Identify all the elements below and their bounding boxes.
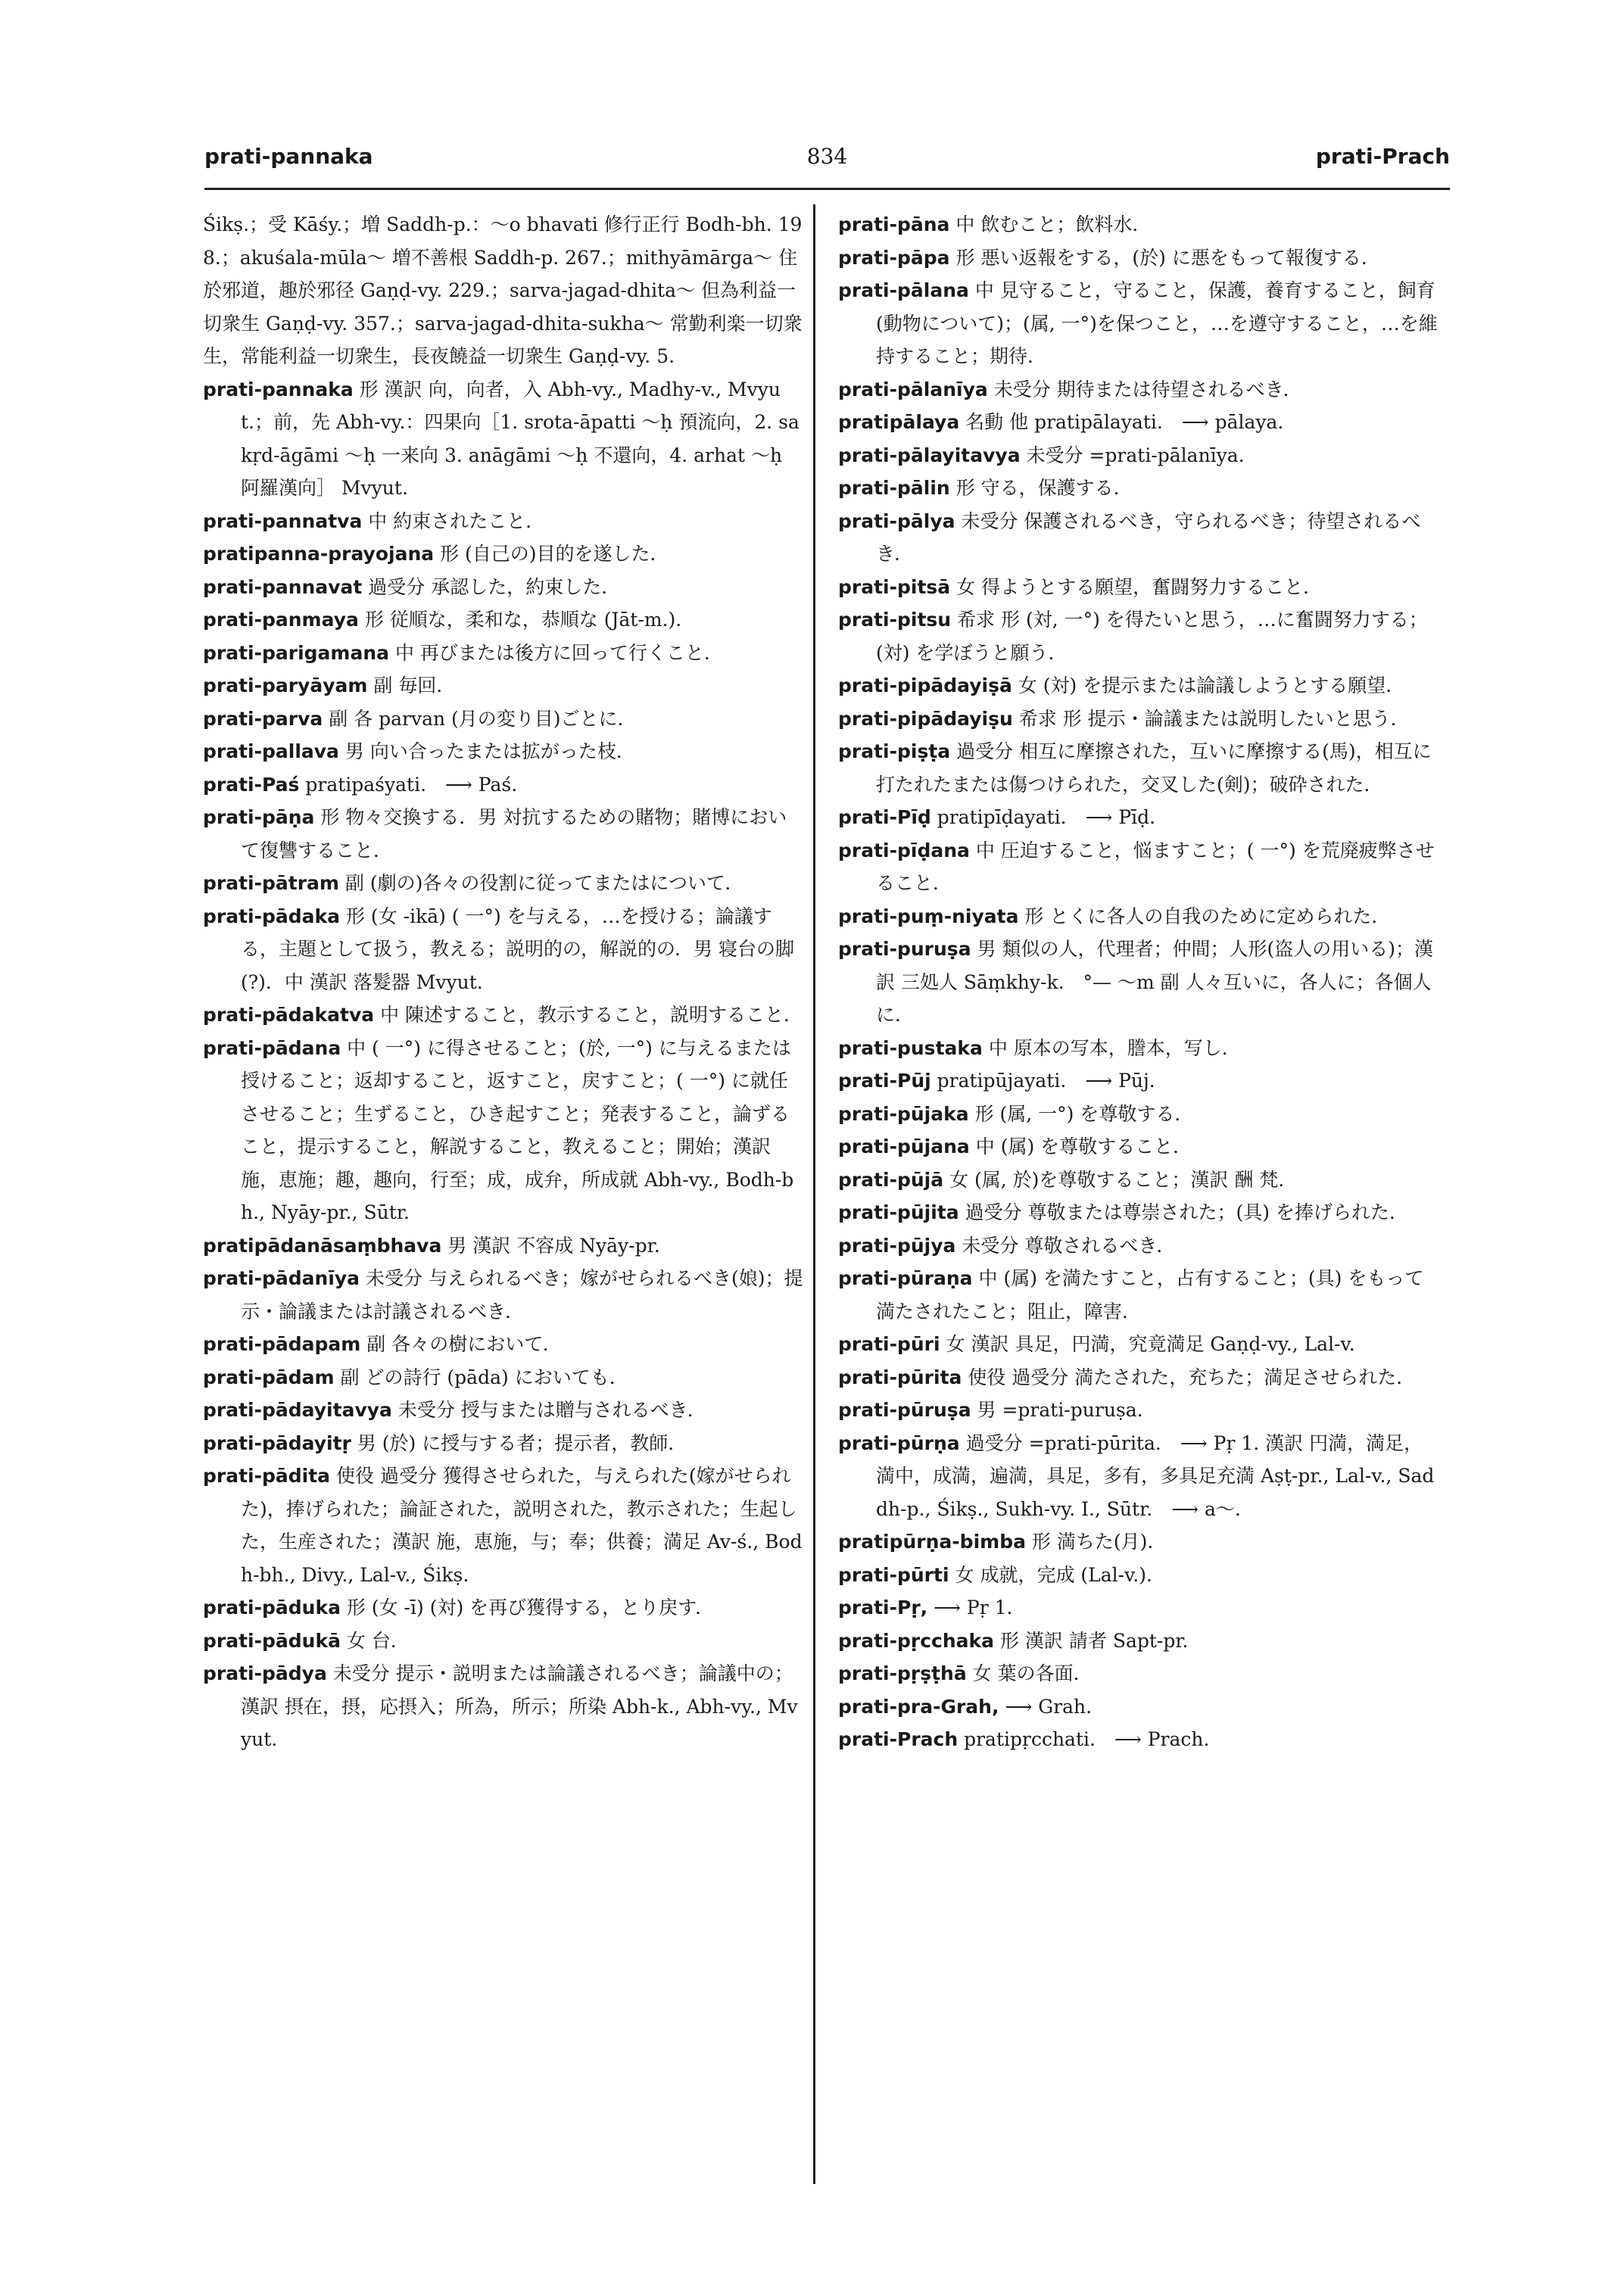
entry-definition: 男 =prati-puruṣa. [977, 1399, 1143, 1421]
entry-definition: 女 成就，完成 (Lal-v.). [955, 1563, 1152, 1586]
dictionary-entry [838, 1427, 1440, 1526]
dictionary-entry [838, 406, 1440, 439]
dictionary-entry [203, 735, 805, 768]
dictionary-entry [203, 208, 805, 373]
dictionary-entry [203, 1460, 805, 1591]
entry-headword: prati-pālana [838, 279, 969, 301]
entry-headword: prati-pātram [203, 872, 339, 894]
entry-headword: prati-pūrita [838, 1366, 962, 1388]
entry-headword: prati-pūraṇa [838, 1267, 973, 1289]
entry-definition: pratipīḍayati. ⟶ Pīḍ. [937, 806, 1156, 828]
dictionary-entry [838, 274, 1440, 373]
entry-headword: prati-pālayitavya [838, 444, 1021, 466]
dictionary-entry [838, 1032, 1440, 1065]
entry-headword: prati-pṛcchaka [838, 1629, 995, 1652]
entry-definition: 形 漢訳 請者 Sapt-pr. [999, 1629, 1189, 1652]
entry-definition: 男 類似の人，代理者；仲間；人形(盗人の用いる)；漢訳 三処人 Sāṃkhy-k. °— ～m 副 人々互いに，各人に；各個人に． [876, 938, 1433, 1026]
entry-definition: 副 毎回． [373, 675, 456, 696]
entry-headword: prati-Pūj [838, 1070, 931, 1092]
dictionary-entry [203, 1262, 805, 1328]
entry-headword: prati-pūjya [838, 1234, 956, 1257]
dictionary-entry [203, 571, 805, 604]
header-rule [204, 188, 1450, 190]
entry-headword: prati-pīḍana [838, 839, 970, 861]
entry-definition: 形 物々交換する．男 対抗するための賭物；賭博において復讐すること． [241, 806, 787, 861]
dictionary-entry [838, 505, 1440, 571]
entry-headword: prati-pādanīya [203, 1267, 360, 1289]
entry-definition: 形 とくに各人の自我のために定められた． [1024, 905, 1391, 927]
dictionary-entry [838, 1525, 1440, 1559]
entry-headword: prati-pāṇa [203, 806, 315, 828]
dictionary-entry [838, 208, 1440, 241]
entry-definition: pratipṛcchati. ⟶ Prach. [964, 1728, 1210, 1750]
entry-definition: 女 台． [346, 1629, 410, 1652]
dictionary-entry [203, 768, 805, 802]
dictionary-entry [203, 1328, 805, 1361]
entry-definition: ⟶ Grah. [1005, 1695, 1093, 1718]
dictionary-entry [838, 801, 1440, 834]
entry-headword: prati-pūjana [838, 1136, 970, 1157]
dictionary-entry [838, 373, 1440, 407]
dictionary-entry [838, 1328, 1440, 1361]
entry-headword: prati-parigamana [203, 641, 390, 664]
entry-headword: prati-pādana [203, 1036, 341, 1059]
entry-definition: 中 ( 一°) に得させること；(於, 一°) に与えるまたは授けること；返却すること，返すこと，戻すこと；( 一°) に就任させること；生ずること，ひき起すこと；発表すること，論ずること，提示すること，解説すること，教えること；開始；漢訳 施，恵施；趣，趣向，行至；成，成弁，所成就 Abh-vy., Bodh-bh., Nyāy-pr., Sūtr. [241, 1036, 794, 1223]
entry-definition: 中 (属) を尊敬すること． [975, 1136, 1192, 1157]
entry-headword: prati-pannavat [203, 575, 363, 598]
entry-definition: 女 (対) を提示または論議しようとする願望． [1018, 675, 1405, 696]
entry-definition: 形 漢訳 向，向者，入 Abh-vy., Madhy-v., Mvyut.；前，先 Abh-vy.：四果向［1. srota-āpatti ～ḥ 預流向，2. sakṛd-āgāmi ～ḥ 一来向 3. anāgāmi ～ḥ 不還向，4. arhat ～ḥ 阿羅漢向］ Mvyut. [241, 378, 800, 499]
entry-definition: 男 漢訳 不容成 Nyāy-pr. [447, 1234, 660, 1257]
entry-definition: 形 (女 -ikā) ( 一°) を与える，…を授ける；論議する，主題として扱う，教える；説明的の，解説的の．男 寝台の脚(?)．中 漢訳 落髮器 Mvyut. [241, 905, 794, 993]
entry-definition: 中 約束されたこと． [368, 509, 545, 532]
entry-headword: prati-panmaya [203, 609, 359, 631]
entry-headword: prati-pitsu [838, 609, 952, 631]
entry-definition: 未受分 期待または待望されるべき． [993, 378, 1302, 400]
dictionary-entry [838, 834, 1440, 900]
entry-definition: 形 従順な，柔和な，恭順な (Jāt-m.). [364, 609, 682, 631]
entry-headword: prati-Pṛ, [838, 1597, 928, 1618]
entry-headword: prati-pannaka [203, 378, 354, 400]
dictionary-entry [203, 637, 805, 670]
column-divider [813, 204, 815, 2184]
entry-headword: prati-pūjaka [838, 1102, 969, 1125]
entry-definition: 女 (属, 於)を尊敬すること；漢訳 酬 梵． [949, 1168, 1298, 1191]
entry-definition: 中 原本の写本，謄本，写し． [988, 1036, 1241, 1059]
left-column [203, 208, 805, 1756]
entry-definition: 女 漢訳 具足，円満，究竟満足 Gaṇḍ-vy., Lal-v. [946, 1333, 1355, 1355]
entry-headword: prati-pitsā [838, 575, 951, 598]
entry-headword: prati-Paś [203, 773, 300, 796]
entry-definition: 形 悪い返報をする，(於) に悪をもって報復する． [955, 246, 1380, 269]
entry-headword: prati-pūruṣa [838, 1399, 971, 1421]
entry-headword: prati-pūrti [838, 1563, 949, 1586]
entry-definition: 使役 過受分 満たされた，充ちた；満足させられた． [968, 1366, 1416, 1388]
dictionary-entry [203, 669, 805, 703]
entry-definition: 使役 過受分 獲得させられた，与えられた(嫁がせられた)，捧げられた；論証された，説明された，教示された；生起した，生産された；漢訳 施，恵施，与；奉；供養；満足 Av-ś., Bodh-bh., Divy., Lal-v., Śikṣ. [241, 1465, 803, 1586]
entry-headword: prati-pipādayiṣā [838, 675, 1012, 696]
dictionary-entry [203, 900, 805, 999]
entry-definition: 未受分 授与または贈与されるべき． [397, 1399, 706, 1421]
dictionary-entry [203, 1394, 805, 1427]
entry-definition: ⟶ Pṛ 1. [934, 1597, 1013, 1618]
entry-headword: prati-pipādayiṣu [838, 707, 1013, 730]
entry-headword: prati-pūjita [838, 1201, 959, 1223]
entry-definition: pratipaśyati. ⟶ Paś. [305, 773, 518, 796]
dictionary-entry [838, 1723, 1440, 1756]
entry-definition: 未受分 =prati-pālanīya. [1026, 444, 1245, 466]
dictionary-entry [838, 1196, 1440, 1229]
dictionary-entry [838, 571, 1440, 604]
dictionary-entry [203, 1032, 805, 1229]
dictionary-entry [203, 867, 805, 900]
entry-headword: prati-pṛṣṭhā [838, 1662, 967, 1684]
entry-definition: 未受分 尊敬されるべき． [962, 1234, 1176, 1257]
dictionary-entry [838, 1130, 1440, 1164]
entry-definition: 女 葉の各面． [972, 1662, 1093, 1684]
entry-headword: pratipūrṇa-bimba [838, 1531, 1026, 1553]
entry-definition: 希求 形 (対, 一°) を得たいと思う，…に奮闘努力する；(対) を学ぼうと願う． [876, 609, 1428, 664]
entry-headword: prati-parva [203, 707, 323, 730]
entry-headword: prati-pāduka [203, 1597, 341, 1618]
entry-definition: 中 圧迫すること，悩ますこと；( 一°) を荒廃疲弊させること． [876, 839, 1435, 894]
dictionary-entry [838, 703, 1440, 736]
entry-headword: prati-Pīḍ [838, 806, 931, 828]
entry-definition: 中 (属) を満たすこと，占有すること；(具) をもって満たされたこと；阻止，障害． [876, 1267, 1424, 1323]
entry-headword: prati-pādaka [203, 905, 341, 927]
entry-definition: 未受分 保護されるべき，守られるべき；待望されるべき． [876, 509, 1421, 565]
dictionary-entry [838, 241, 1440, 275]
dictionary-entry [838, 1690, 1440, 1724]
dictionary-entry [838, 1625, 1440, 1658]
entry-definition: 中 見守ること，守ること，保護，養育すること，飼育(動物について)；(属, 一°)を保つこと，…を遵守すること，…を維持すること；期待． [876, 279, 1438, 367]
dictionary-entry [838, 1164, 1440, 1197]
entry-definition: 希求 形 提示・論議または説明したいと思う． [1018, 707, 1410, 730]
entry-headword: prati-pālin [838, 477, 950, 499]
entry-definition: 形 (自己の)目的を遂した． [440, 543, 669, 565]
entry-headword: pratipādanāsaṃbhava [203, 1234, 442, 1257]
entry-definition: 過受分 尊敬または尊崇された；(具) を捧げられた． [965, 1201, 1409, 1223]
entry-headword: prati-pādapam [203, 1333, 361, 1355]
entry-definition: 過受分 =prati-pūrita. ⟶ Pṛ 1. 漢訳 円満，満足，満中，成満，遍満，具足，多有，多具足充満 Aṣṭ-pr., Lal-v., Saddh-p., Śikṣ., Sukh-vy. I., Sūtr. ⟶ a～. [876, 1432, 1435, 1520]
entry-headword: prati-pādukā [203, 1629, 341, 1652]
dictionary-entry [203, 999, 805, 1032]
dictionary-entry [838, 1098, 1440, 1131]
right-column [838, 208, 1440, 1756]
entry-headword: prati-pādya [203, 1662, 327, 1684]
entry-definition: 名動 他 pratipālayati. ⟶ pālaya. [965, 411, 1284, 433]
dictionary-entry [838, 735, 1440, 801]
entry-headword: prati-pāna [838, 213, 950, 235]
dictionary-entry [838, 1591, 1440, 1625]
dictionary-entry [203, 1591, 805, 1625]
dictionary-entry [203, 1625, 805, 1658]
dictionary-entry [203, 1229, 805, 1263]
dictionary-entry [203, 1657, 805, 1756]
dictionary-entry [838, 1361, 1440, 1394]
dictionary-entry [838, 472, 1440, 505]
entry-headword: prati-pūrṇa [838, 1432, 960, 1454]
dictionary-entry [838, 1559, 1440, 1592]
entry-headword: prati-Prach [838, 1728, 959, 1750]
entry-headword: prati-pāpa [838, 246, 950, 269]
entry-headword: prati-paryāyam [203, 675, 368, 696]
dictionary-entry [203, 373, 805, 505]
entry-definition: 形 守る，保護する． [955, 477, 1133, 499]
entry-definition: 未受分 与えられるべき；嫁がせられるべき(娘)；提示・論議または討議されるべき． [241, 1267, 803, 1323]
entry-headword: prati-pustaka [838, 1036, 983, 1059]
entry-definition: 中 飲むこと；飲料水． [955, 213, 1152, 235]
entry-headword: prati-pādakatva [203, 1004, 375, 1026]
entry-definition: 副 どの詩行 (pāda) においても． [340, 1366, 628, 1388]
entry-definition: 形 (女 -ī) (対) を再び獲得する，とり戻す． [346, 1597, 715, 1618]
page-header [204, 144, 1450, 182]
entry-definition: 女 得ようとする願望，奮闘努力すること． [956, 575, 1323, 598]
dictionary-entry [203, 537, 805, 571]
entry-headword: prati-puṃ-niyata [838, 905, 1019, 927]
dictionary-entry [838, 933, 1440, 1032]
dictionary-entry [203, 1361, 805, 1394]
entry-definition: Śikṣ.；受 Kāśy.；増 Saddh-p.：～o bhavati 修行正行 Bodh-bh. 198.；akuśala-mūla～ 増不善根 Saddh-p. 267.；mithyāmārga～ 住於邪道，趣於邪径 Gaṇḍ-vy. 229.；sarva-jagad-dhita～ 但為利益一切衆生 Gaṇḍ-vy. 357.；sarva-jagad-dhita-sukha～ 常勤利楽一切衆生，常能利益一切衆生，長夜饒益一切衆生 Gaṇḍ-vy. 5. [203, 213, 803, 367]
entry-definition: 未受分 提示・説明または論議されるべき；論議中の；漢訳 摂在，摂，応摂入；所為，所示；所染 Abh-k., Abh-vy., Mvyut. [241, 1662, 798, 1750]
page-number: 834 [806, 144, 848, 169]
entry-definition: 過受分 相互に摩擦された，互いに摩擦する(馬)，相互に打たれたまたは傷つけられた，交叉した(剣)；破砕された． [876, 740, 1432, 796]
entry-headword: prati-puruṣa [838, 938, 971, 960]
dictionary-entry [203, 703, 805, 736]
dictionary-entry [838, 603, 1440, 669]
entry-definition: 男 (於) に授与する者；提示者，教師． [357, 1432, 687, 1454]
dictionary-entry [838, 1657, 1440, 1690]
entry-headword: pratipanna-prayojana [203, 543, 435, 565]
dictionary-entry [838, 900, 1440, 933]
running-head-right: prati-Prach [1315, 144, 1450, 169]
dictionary-entry [838, 1064, 1440, 1098]
dictionary-entry [203, 505, 805, 538]
entry-definition: 副 各々の樹において． [366, 1333, 562, 1355]
dictionary-entry [203, 801, 805, 867]
running-head-left: prati-pannaka [204, 144, 373, 169]
entry-headword: prati-piṣṭa [838, 740, 951, 762]
dictionary-entry [838, 669, 1440, 703]
entry-headword: prati-pālanīya [838, 378, 988, 400]
entry-definition: 男 向い合ったまたは拡がった枝． [344, 740, 635, 762]
entry-definition: 副 (劇の)各々の役割に従ってまたはについて． [344, 872, 744, 894]
dictionary-entry [838, 1394, 1440, 1427]
entry-definition: 形 満ちた(月)． [1031, 1531, 1167, 1553]
entry-headword: prati-pūjā [838, 1168, 944, 1191]
entry-definition: 過受分 承認した，約束した． [368, 575, 621, 598]
entry-definition: 中 陳述すること，教示すること，説明すること． [380, 1004, 803, 1026]
entry-definition: 形 (属, 一°) を尊敬する． [974, 1102, 1194, 1125]
dictionary-entry [838, 1229, 1440, 1263]
dictionary-entry [838, 1262, 1440, 1328]
entry-headword: prati-pādayitavya [203, 1399, 392, 1421]
entry-headword: prati-pra-Grah, [838, 1695, 999, 1718]
dictionary-entry [203, 603, 805, 637]
entry-headword: prati-pūri [838, 1333, 940, 1355]
entry-headword: prati-pādam [203, 1366, 335, 1388]
entry-definition: pratipūjayati. ⟶ Pūj. [937, 1070, 1155, 1092]
entry-definition: 中 再びまたは後方に回って行くこと． [394, 641, 723, 664]
entry-headword: pratipālaya [838, 411, 960, 433]
entry-headword: prati-pannatva [203, 509, 363, 532]
entry-headword: prati-pālya [838, 509, 955, 532]
entry-definition: 副 各 parvan (月の変り目)ごとに． [329, 707, 637, 730]
entry-headword: prati-pādita [203, 1465, 331, 1487]
entry-headword: prati-pādayitṛ [203, 1432, 351, 1454]
dictionary-entry [838, 439, 1440, 472]
entry-headword: prati-pallava [203, 740, 339, 762]
dictionary-entry [203, 1427, 805, 1460]
